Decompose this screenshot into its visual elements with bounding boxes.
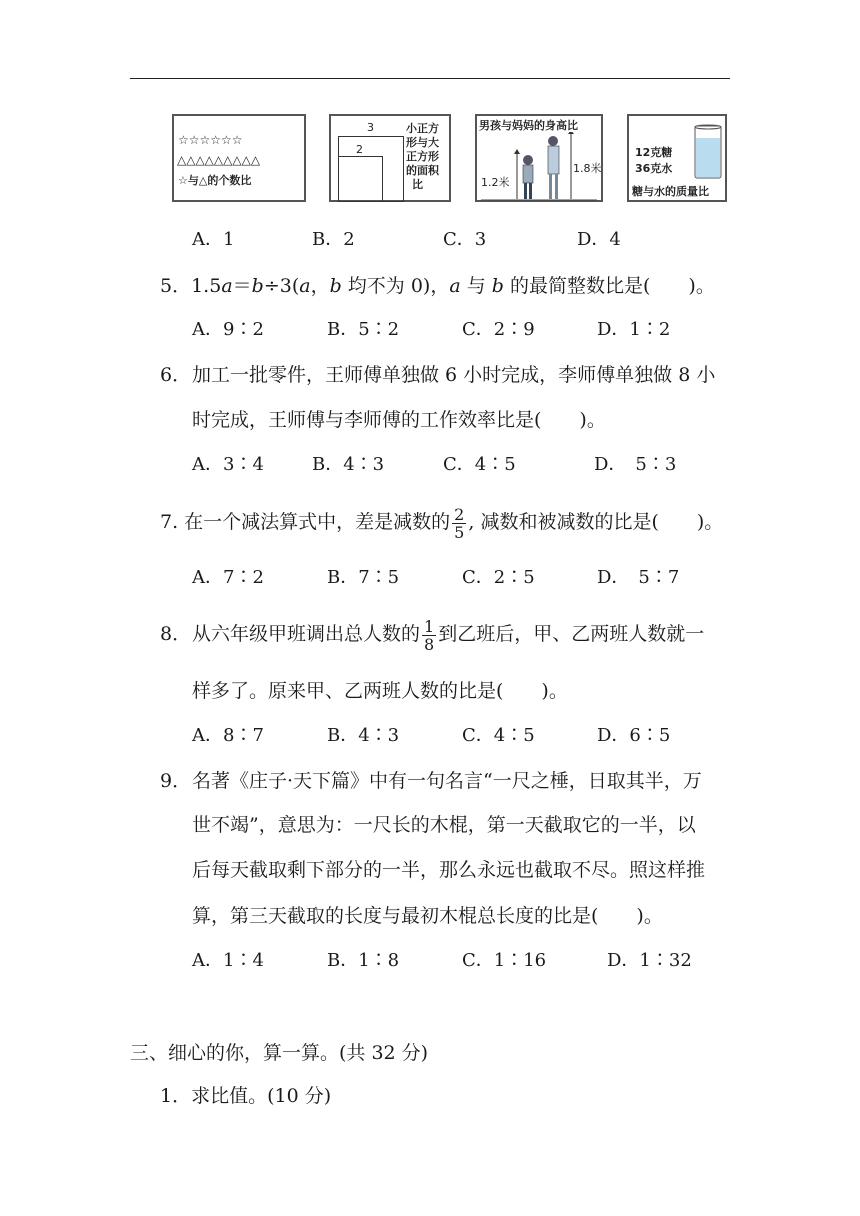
q5-option-d[interactable]: D．1∶2 (597, 319, 671, 340)
q7-option-a[interactable]: A．7∶2 (192, 567, 264, 588)
q8-line-1: 从六年级甲班调出总人数的 $\frac{1}{8}$ 到乙班后，甲、乙两班人数就一 (192, 616, 705, 654)
mother-height-label: 1.8米 (573, 162, 602, 175)
q8-option-d[interactable]: D．6∶5 (597, 725, 671, 746)
q4-option-a[interactable]: A．1 (192, 229, 235, 250)
sugar-label: 12克糖 (635, 146, 673, 159)
q9-line-3: 后每天截取剩下部分的一半，那么永远也截取不尽。照这样推 (192, 859, 706, 881)
fig2-caption-2: 形与大 (406, 136, 439, 149)
q9-line-2: 世不竭”，意思为：一尺长的木棍，第一天截取它的一半，以 (192, 814, 696, 836)
q9-option-c[interactable]: C．1∶16 (462, 950, 547, 971)
section-3-title: 三、细心的你，算一算。(共 32 分) (130, 1042, 429, 1064)
q8-fraction: $\frac{1}{8}$ (424, 616, 435, 654)
q9-line-4: 算，第三天截取的长度与最初木棍总长度的比是( )。 (192, 905, 663, 927)
q6-option-a[interactable]: A．3∶4 (192, 454, 264, 475)
fig2-caption-1: 小正方 (406, 122, 439, 135)
q9-option-a[interactable]: A．1∶4 (192, 950, 264, 971)
q7-fraction: $\frac{2}{5}$ (454, 504, 465, 542)
q7-option-b[interactable]: B．7∶5 (327, 567, 400, 588)
q4-option-c[interactable]: C．3 (443, 229, 487, 250)
fig2-caption-5: 比 (412, 178, 423, 191)
small-square (338, 156, 383, 201)
q9-number: 9． (160, 770, 192, 792)
small-square-label: 2 (356, 143, 363, 156)
figure-stars-triangles (172, 114, 306, 202)
boy-height-label: 1.2米 (481, 176, 510, 189)
triangles-row: △△△△△△△△△ (177, 153, 261, 167)
q6-line-1: 加工一批零件，王师傅单独做 6 小时完成，李师傅单独做 8 小 (192, 364, 716, 386)
q8-line-2: 样多了。原来甲、乙两班人数的比是( )。 (192, 680, 568, 702)
q6-option-b[interactable]: B．4∶3 (312, 454, 385, 475)
q4-option-d[interactable]: D．4 (577, 229, 621, 250)
fig1-caption: ☆与△的个数比 (178, 174, 252, 187)
q7-option-c[interactable]: C．2∶5 (462, 567, 535, 588)
q8-option-a[interactable]: A．8∶7 (192, 725, 264, 746)
q6-number: 6． (160, 364, 192, 386)
q6-line-2: 时完成，王师傅与李师傅的工作效率比是( )。 (192, 409, 606, 431)
cup-icon (693, 124, 723, 180)
q8-option-c[interactable]: C．4∶5 (462, 725, 535, 746)
q4-option-b[interactable]: B．2 (312, 229, 355, 250)
figure-squares (329, 114, 451, 202)
fig2-caption-4: 的面积 (406, 164, 439, 177)
q7-stem: 7. 在一个减法算式中，差是减数的 $\frac{2}{5}$ , 减数和被减数的比是( )。 (160, 504, 724, 542)
q8-number: 8． (160, 623, 192, 645)
q9-option-d[interactable]: D．1∶32 (607, 950, 692, 971)
q9-option-b[interactable]: B．1∶8 (327, 950, 400, 971)
fig2-caption-3: 正方形 (406, 150, 439, 163)
q5-option-a[interactable]: A．9∶2 (192, 319, 264, 340)
q6-option-d[interactable]: D． 5∶3 (594, 454, 677, 475)
big-square-label: 3 (367, 121, 374, 134)
q5-option-c[interactable]: C．2∶9 (462, 319, 535, 340)
fig4-caption: 糖与水的质量比 (632, 185, 709, 198)
figure-sugar-water (627, 114, 727, 202)
fig3-title: 男孩与妈妈的身高比 (479, 119, 578, 132)
figure-heights (475, 114, 603, 202)
q8-option-b[interactable]: B．4∶3 (327, 725, 400, 746)
q7-option-d[interactable]: D． 5∶7 (597, 567, 680, 588)
header-rule (130, 78, 730, 79)
stars-row: ☆☆☆☆☆☆ (178, 133, 243, 147)
q5-number: 5． (160, 275, 192, 297)
section-3-q1: 1．求比值。(10 分) (160, 1085, 332, 1107)
q9-line-1: 名著《庄子·天下篇》中有一句名言“一尺之棰，日取其半，万 (192, 770, 702, 792)
q6-option-c[interactable]: C．4∶5 (443, 454, 516, 475)
water-label: 36克水 (635, 162, 673, 175)
q5-option-b[interactable]: B．5∶2 (327, 319, 400, 340)
q5-stem: 5．1.5a＝b÷3(a，b 均不为 0)，a 与 b 的最简整数比是( )。 (160, 275, 715, 297)
